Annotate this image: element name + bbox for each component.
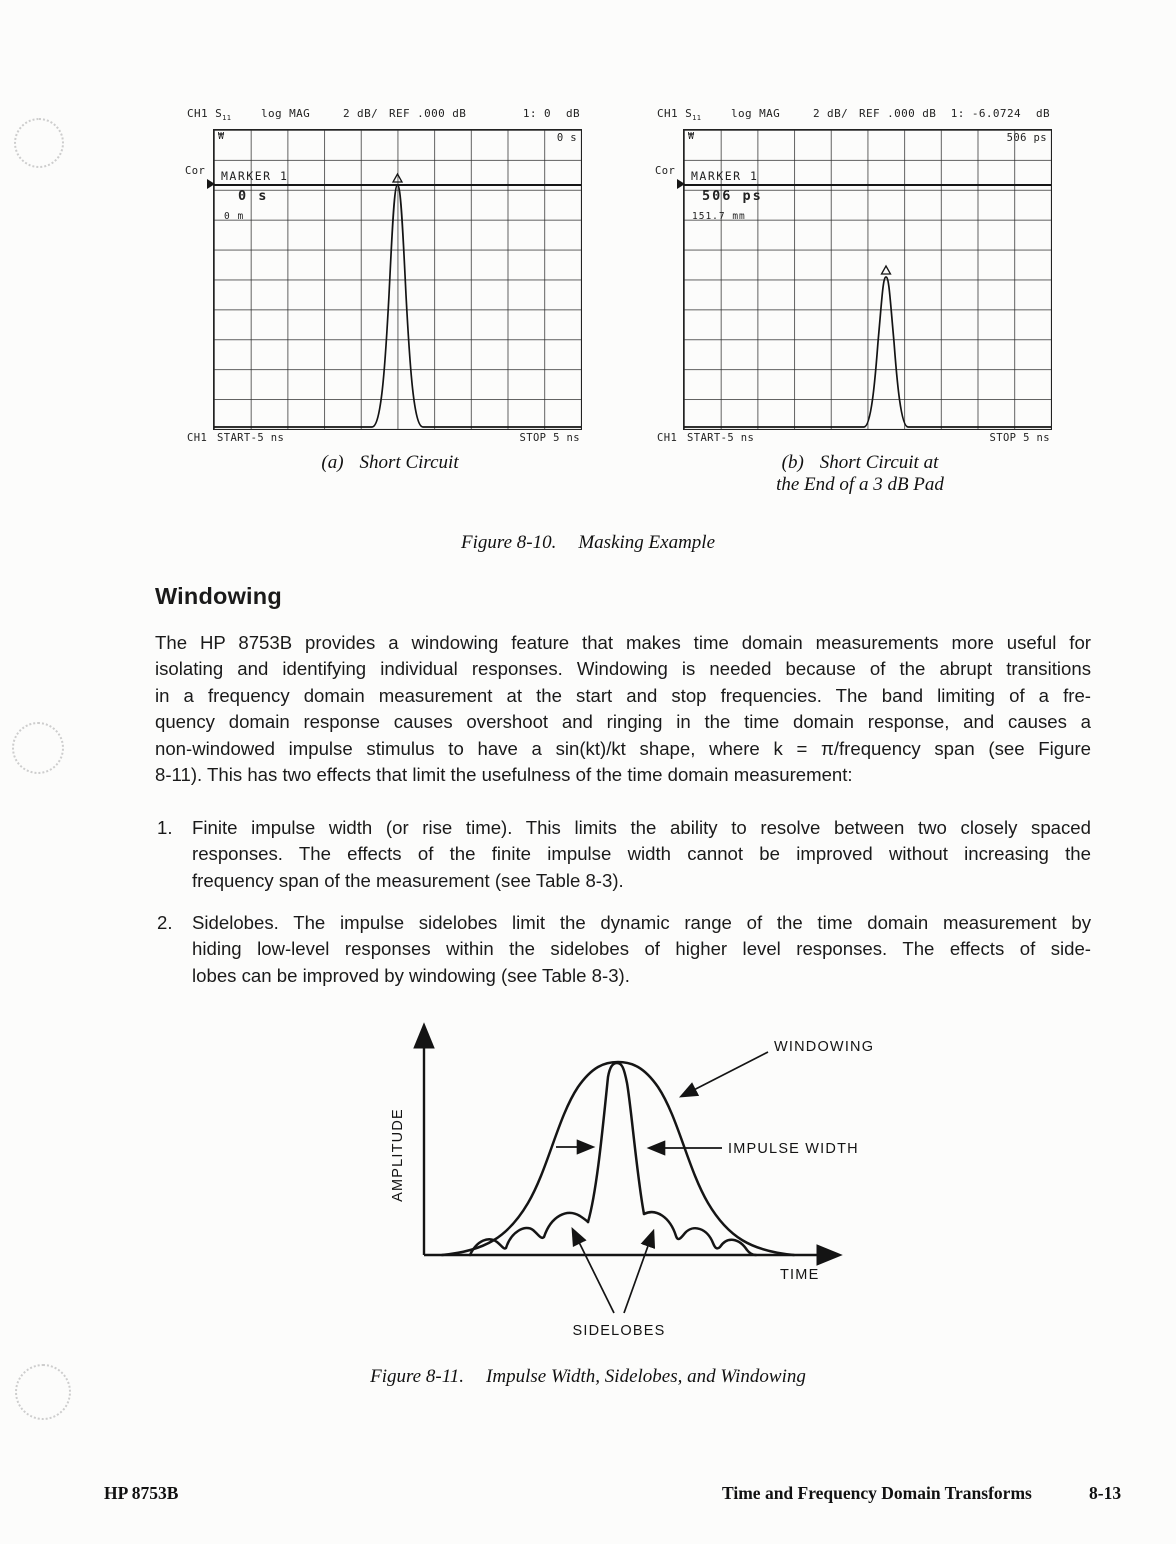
format-label: log MAG	[261, 107, 311, 120]
units-label: dB	[565, 107, 580, 120]
caption-a: (a) Short Circuit	[321, 452, 459, 473]
marker-time-value: 0 s	[238, 188, 269, 204]
sidelobes-left-arrow	[573, 1230, 614, 1313]
windowing-label: WINDOWING	[774, 1039, 875, 1055]
start-label: START-5 ns	[687, 432, 755, 444]
footer-page-number: 8-13	[1089, 1483, 1122, 1503]
hole-punch	[14, 118, 64, 168]
ref-label: REF .000 dB	[859, 107, 937, 120]
list-number: 2.	[157, 912, 173, 933]
analyzer-screen-a	[185, 103, 595, 448]
list-item: Sidelobes. The impulse sidelobes limit the dynamic range of the time domain measurement by hiding low-level responses within the sidelobes of higher level responses. The effects of side- lobes can be improved by windowing (see Table 8-3).	[192, 912, 1091, 986]
correction-indicator: Cor	[185, 165, 206, 177]
marker-distance-value: 151.7 mm	[692, 211, 746, 222]
hole-punch	[12, 722, 64, 774]
windowing-arrow	[682, 1052, 768, 1096]
graticule	[683, 129, 1052, 430]
marker-time-readout: 0 s	[556, 132, 577, 144]
list-number: 1.	[157, 817, 173, 838]
caption-b: (b) Short Circuit at the End of a 3 dB Pad	[776, 452, 944, 495]
channel-label: CH1 $S_{11}$	[657, 107, 702, 123]
marker-time-readout: 506 ps	[1006, 132, 1047, 144]
body-paragraph: The HP 8753B provides a windowing feature that makes time domain measurements more useful for isolating and identifying individual responses. Windowing is needed because of the abrupt transitions in a frequency domain measurement at the start and stop frequencies. The band limiting of a fre- quency domain response causes overshoot and ringing in the time domain response, and causes a non-windowed impulse stimulus to have a sin(kt)/kt shape, where k = π/frequency span (see Figure 8-11). This has two effects that limit the usefulness of the time domain measurement:	[155, 632, 1091, 786]
marker-distance-value: 0 m	[224, 211, 245, 222]
sidelobes-label: SIDELOBES	[572, 1323, 666, 1339]
section-title: Windowing	[155, 583, 282, 609]
format-label: log MAG	[731, 107, 781, 120]
footer-chapter-title: Time and Frequency Domain Transforms	[722, 1483, 1032, 1503]
sidelobes-left-curve	[470, 1213, 588, 1255]
sidelobes-right-curve	[644, 1212, 756, 1255]
impulse-curve	[588, 1063, 644, 1222]
sidelobes-right-arrow	[624, 1232, 653, 1313]
marker-label: MARKER 1	[691, 169, 759, 183]
channel-footer: CH1	[187, 432, 208, 444]
marker-1-triangle-icon	[393, 174, 402, 182]
list-item: Finite impulse width (or rise time). This limits the ability to resolve between two closely spaced responses. The effects of the finite impulse width cannot be improved without increasing the frequency span of the measurement (see Table 8-3).	[192, 817, 1091, 891]
units-label: dB	[1035, 107, 1050, 120]
impulse-width-label: IMPULSE WIDTH	[728, 1141, 859, 1157]
impulse-trace	[214, 130, 581, 429]
analyzer-screen-b	[655, 103, 1065, 448]
stop-label: STOP 5 ns	[519, 432, 580, 444]
marker-label: MARKER 1	[221, 169, 289, 183]
impulse-trace	[684, 130, 1051, 429]
scale-label: 2 dB/	[343, 107, 379, 120]
screen-flag: ₩	[218, 131, 224, 142]
marker-1-triangle-icon	[882, 266, 891, 274]
marker-time-value: 506 ps	[702, 188, 763, 204]
marker-readout: 1: -6.0724	[950, 107, 1021, 120]
windowing-diagram	[380, 1005, 900, 1345]
marker-readout: 1: 0	[522, 107, 551, 120]
figure-8-10-caption: Figure 8-10. Masking Example	[461, 532, 715, 553]
windowed-response-curve	[442, 1062, 794, 1255]
start-label: START-5 ns	[217, 432, 285, 444]
channel-footer: CH1	[657, 432, 678, 444]
amplitude-axis-label: AMPLITUDE	[390, 1108, 406, 1202]
footer-model: HP 8753B	[104, 1483, 179, 1503]
time-axis-label: TIME	[780, 1267, 820, 1283]
channel-label: CH1 $S_{11}$	[187, 107, 232, 123]
screen-flag: ₩	[688, 131, 694, 142]
correction-indicator: Cor	[655, 165, 676, 177]
scale-label: 2 dB/	[813, 107, 849, 120]
stop-label: STOP 5 ns	[989, 432, 1050, 444]
figure-8-11-caption: Figure 8-11. Impulse Width, Sidelobes, and Windowing	[370, 1366, 806, 1387]
ref-label: REF .000 dB	[389, 107, 467, 120]
graticule	[213, 129, 582, 430]
